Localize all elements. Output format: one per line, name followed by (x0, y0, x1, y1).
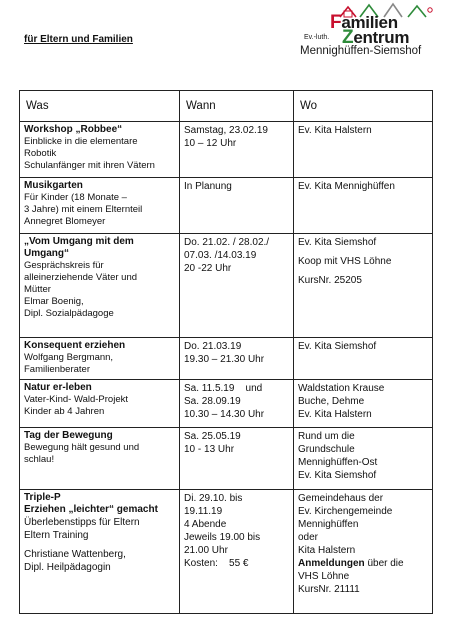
event-location: Waldstation Krause (298, 383, 385, 394)
event-time: 10 - 13 Uhr (184, 444, 235, 455)
event-date: In Planung (184, 181, 232, 192)
event-detail: Bewegung hält gesund und (24, 442, 140, 453)
cell-wo (294, 490, 433, 614)
document-subtitle: für Eltern und Familien (24, 34, 133, 45)
event-detail: Wolfgang Bergmann, (24, 352, 114, 363)
table-header-row (20, 91, 433, 122)
event-time: 10 – 12 Uhr (184, 138, 237, 149)
cell-was (20, 178, 180, 234)
logo-rest-familien: amilien (341, 13, 398, 32)
event-detail: Schulanfänger mit ihren Vätern (24, 160, 155, 171)
familienzentrum-logo (298, 2, 448, 70)
event-sessions: 4 Abende (184, 519, 227, 530)
cell-wann (180, 234, 294, 338)
event-title: Triple-P (24, 492, 61, 503)
event-location: Ev. Kita Halstern (298, 125, 372, 136)
event-location: Gemeindehaus der (298, 493, 384, 504)
event-detail: Einblicke in die elementare (24, 136, 138, 147)
table-row (20, 122, 433, 178)
event-date: Do. 21.02. / 28.02./ (184, 237, 270, 248)
logo-cap-z: Z (342, 27, 354, 48)
event-date: Sa. 11.5.19 und (184, 383, 263, 394)
event-location: oder (298, 532, 319, 543)
event-detail: Eltern Training (24, 530, 89, 541)
cell-wann (180, 338, 294, 380)
event-course-number: KursNr. 21111 (298, 584, 360, 595)
event-detail: Mütter (24, 284, 51, 295)
event-detail: 3 Jahre) mit einem Elternteil (24, 204, 143, 215)
event-location: Ev. Kita Siemshof (298, 237, 377, 248)
table-row (20, 490, 433, 614)
event-detail: Kinder ab 4 Jahren (24, 406, 105, 417)
event-location: Ev. Kita Siemshof (298, 470, 377, 481)
event-detail: Robotik (24, 148, 57, 159)
event-date: 07.03. /14.03.19 (184, 250, 257, 261)
cell-wo (294, 234, 433, 338)
event-detail: Christiane Wattenberg, (24, 549, 126, 560)
event-title: Workshop „Robbee“ (24, 124, 123, 135)
event-detail: Überlebenstipps für Eltern (24, 517, 140, 528)
event-date: Sa. 25.05.19 (184, 431, 241, 442)
event-detail: Für Kinder (18 Monate – (24, 192, 127, 203)
event-location: Kita Halstern (298, 545, 356, 556)
logo-rest-zentrum: entrum (353, 28, 410, 47)
event-date: Samstag, 23.02.19 (184, 125, 268, 136)
logo-small-text: Ev.-luth. (304, 34, 330, 41)
event-cost: Kosten: 55 € (184, 558, 249, 569)
cell-wann (180, 490, 294, 614)
table-row (20, 178, 433, 234)
event-title: Musikgarten (24, 180, 83, 191)
event-time: 21.00 Uhr (184, 545, 228, 556)
event-title: „Vom Umgang mit dem Umgang“ (24, 236, 134, 259)
event-location: VHS Löhne (298, 571, 350, 582)
event-detail: Familienberater (24, 364, 90, 375)
event-registration (298, 557, 428, 570)
event-detail: Vater-Kind- Wald-Projekt (24, 394, 129, 405)
cell-wann (180, 178, 294, 234)
cell-wann (180, 428, 294, 490)
cell-was (20, 122, 180, 178)
table-row (20, 338, 433, 380)
event-detail: Annegret Blomeyer (24, 216, 106, 227)
event-location: Buche, Dehme (298, 396, 365, 407)
event-location: Mennighüffen (298, 519, 359, 530)
cell-wo (294, 178, 433, 234)
event-detail: Gesprächskreis für (24, 260, 104, 271)
event-detail: schlau! (24, 454, 55, 465)
cell-wo (294, 122, 433, 178)
cell-wann (180, 122, 294, 178)
event-subtitle: Erziehen „leichter“ gemacht (24, 504, 158, 515)
event-date: Do. 21.03.19 (184, 341, 242, 352)
event-cooperation: Koop mit VHS Löhne (298, 256, 392, 267)
header-was: Was (20, 91, 180, 122)
event-location: Mennighüffen-Ost (298, 457, 378, 468)
cell-wo (294, 380, 433, 428)
cell-was (20, 428, 180, 490)
event-location: Rund um die (298, 431, 355, 442)
cell-was (20, 338, 180, 380)
event-detail: alleinerziehende Väter und (24, 272, 138, 283)
header-wo: Wo (294, 91, 433, 122)
cell-was (20, 380, 180, 428)
event-location: Ev. Kita Mennighüffen (298, 181, 395, 192)
registration-label: Anmeldungen (298, 558, 365, 569)
event-title: Konsequent erziehen (24, 340, 126, 351)
cell-wo (294, 338, 433, 380)
event-location: Ev. Kita Siemshof (298, 341, 377, 352)
cell-wann (180, 380, 294, 428)
event-location: Ev. Kita Halstern (298, 409, 372, 420)
cell-wo (294, 428, 433, 490)
table-row (20, 234, 433, 338)
event-title: Natur er-leben (24, 382, 92, 393)
event-location: Grundschule (298, 444, 355, 455)
event-date: Sa. 28.09.19 (184, 396, 241, 407)
event-course-number: KursNr. 25205 (298, 275, 362, 286)
events-table (19, 90, 433, 614)
event-time: Jeweils 19.00 bis (184, 532, 261, 543)
registration-text: über die (364, 558, 404, 569)
table-row (20, 380, 433, 428)
event-detail: Elmar Boenig, (24, 296, 84, 307)
event-location: Ev. Kirchengemeinde (298, 506, 393, 517)
logo-cap-f: F (330, 12, 342, 33)
cell-was (20, 234, 180, 338)
cell-was (20, 490, 180, 614)
event-detail: Dipl. Sozialpädagoge (24, 308, 114, 319)
logo-location: Mennighüffen-Siemshof (300, 45, 422, 57)
table-row (20, 428, 433, 490)
event-time: 10.30 – 14.30 Uhr (184, 409, 265, 420)
event-title: Tag der Bewegung (24, 430, 113, 441)
event-detail: Dipl. Heilpädagogin (24, 562, 111, 573)
header-wann: Wann (180, 91, 294, 122)
event-date: Di. 29.10. bis (184, 493, 243, 504)
event-time: 20 -22 Uhr (184, 263, 232, 274)
event-date: 19.11.19 (184, 506, 223, 517)
event-time: 19.30 – 21.30 Uhr (184, 354, 265, 365)
